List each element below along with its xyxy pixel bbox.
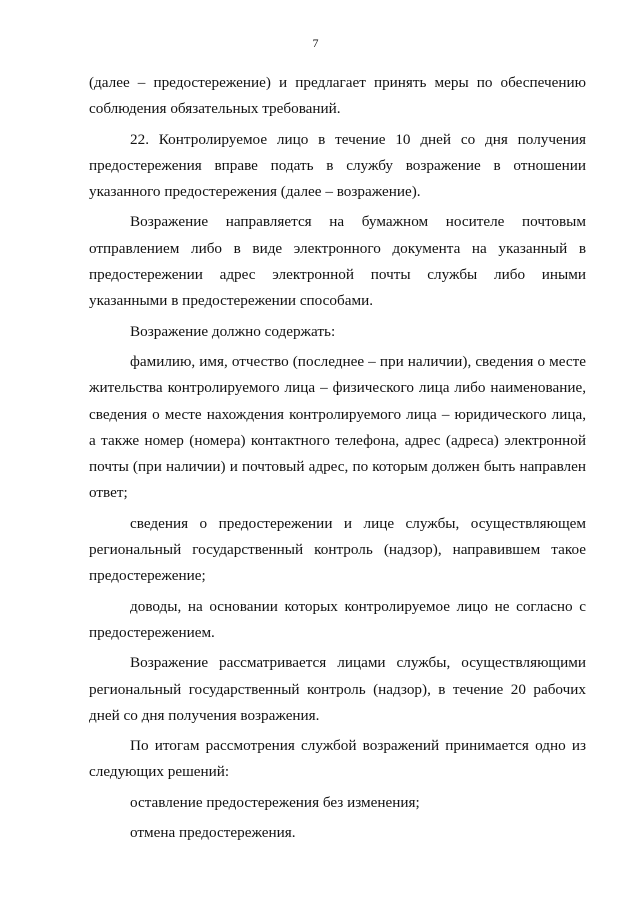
paragraph-decisions-intro: По итогам рассмотрения службой возражений принимается одно из следующих решений: <box>89 737 586 781</box>
paragraph-continuation: (далее – предостережение) и предлагает принять меры по обеспечению соблюдения обязательных требований. <box>89 74 586 118</box>
paragraph-objection-contents-intro: Возражение должно содержать: <box>130 322 336 340</box>
paragraph-clause-22: 22. Контролируемое лицо в течение 10 дней со дня получения предостережения вправе подать в службу возражение в отношении указанного предостережения (далее – возражение). <box>89 130 586 201</box>
paragraph-decision-1: оставление предостережения без изменения; <box>130 793 420 811</box>
page-number: 7 <box>312 36 319 50</box>
paragraph-objection-delivery: Возражение направляется на бумажном носителе почтовым отправлением либо в виде электронного документа на указанный в предостережении адрес электронной почты службы либо иными указанными в предостережении способами. <box>89 213 586 310</box>
document-body <box>89 70 586 846</box>
paragraph-objection-review: Возражение рассматривается лицами службы, осуществляющими региональный государственный контроль (надзор), в течение 20 рабочих дней со дня получения возражения. <box>89 654 586 724</box>
paragraph-decision-2: отмена предостережения. <box>130 824 296 842</box>
paragraph-objection-contents-item-3: доводы, на основании которых контролируемое лицо не согласно с предостережением. <box>89 597 586 641</box>
paragraph-objection-contents-item-2: сведения о предостережении и лице службы, осуществляющем региональный государственный контроль (надзор), направившем такое предостережение; <box>89 514 586 585</box>
paragraph-objection-contents-item-1: фамилию, имя, отчество (последнее – при наличии), сведения о месте жительства контролируемого лица – физического лица либо наименование, сведения о месте нахождения контролируемого лица – юридического лица, а также номер (номера) контактного телефона, адрес (адреса) электронной почты (при наличии) и почтовый адрес, по которым должен быть направлен ответ; <box>89 352 586 502</box>
